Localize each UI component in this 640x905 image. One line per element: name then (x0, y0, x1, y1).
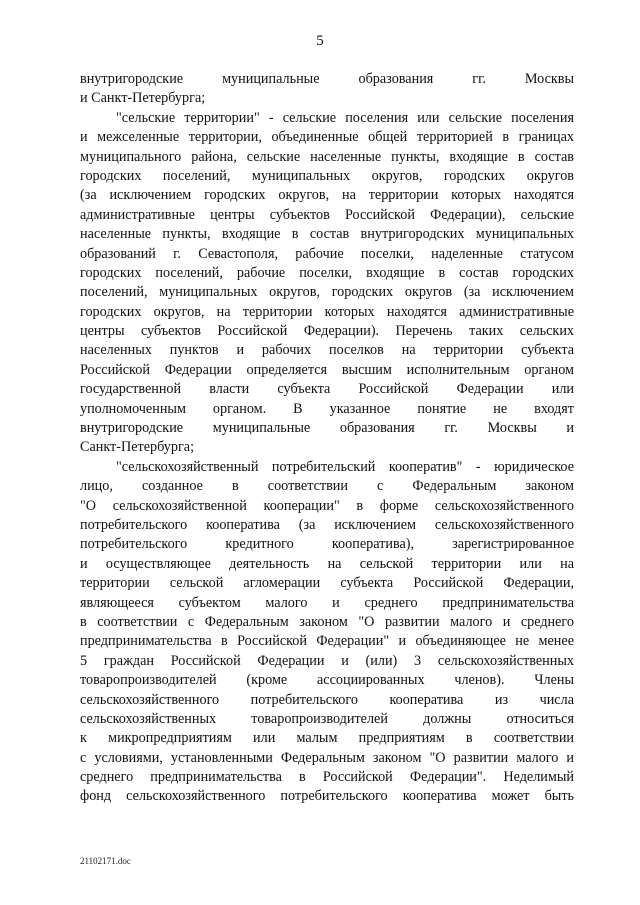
text-line: административные центры субъектов Российской Федерации), сельские (80, 206, 574, 223)
text-line: "сельские территории" - сельские поселения или сельские поселения (116, 109, 574, 126)
text-line: поселений, муниципальных округов, городских округов (за исключением (80, 284, 574, 301)
text-line: образований г. Севастополя, рабочие поселки, наделенные статусом (80, 245, 574, 262)
text-line: лицо, созданное в соответствии с Федеральным законом (80, 478, 574, 495)
text-line: потребительского кооператива (за исключением сельскохозяйственного (80, 516, 574, 533)
text-line: городских поселений, рабочие поселки, входящие в состав городских (80, 264, 574, 281)
text-line: предпринимательства в Российской Федерации" и объединяющее не менее (80, 633, 574, 650)
text-line: Санкт-Петербурга; (80, 439, 195, 456)
text-line: населенные пункты, входящие в состав внутригородских муниципальных (80, 226, 574, 243)
text-line: городских округов, на территории которых находятся административные (80, 303, 574, 320)
text-line: "сельскохозяйственный потребительский кооператив" - юридическое (116, 458, 574, 475)
text-line: "О сельскохозяйственной кооперации" в форме сельскохозяйственного (80, 497, 574, 514)
text-line: уполномоченным органом. В указанное понятие не входят (80, 400, 574, 417)
text-line: городских поселений, муниципальных округов, городских округов (80, 167, 574, 184)
text-line: 5 граждан Российской Федерации и (или) 3 сельскохозяйственных (80, 652, 574, 669)
text-line: с условиями, установленными Федеральным законом "О развитии малого и (80, 749, 574, 766)
text-line: сельскохозяйственного потребительского кооператива из числа (80, 691, 574, 708)
text-line: муниципального района, сельские населенные пункты, входящие в состав (80, 148, 574, 165)
text-line: являющееся субъектом малого и среднего предпринимательства (80, 594, 574, 611)
page-number: 5 (316, 33, 324, 49)
text-line: среднего предпринимательства в Российской Федерации". Неделимый (80, 769, 574, 786)
text-line: и межселенные территории, объединенные общей территорией в границах (80, 129, 574, 146)
text-line: государственной власти субъекта Российской Федерации или (80, 381, 574, 398)
text-line: территории сельской агломерации субъекта Российской Федерации, (80, 575, 574, 592)
text-line: потребительского кредитного кооператива), зарегистрированное (80, 536, 574, 553)
text-line: сельскохозяйственных товаропроизводителей должны относиться (80, 710, 574, 727)
text-line: (за исключением городских округов, на территории которых находятся (80, 187, 574, 204)
document-body (80, 70, 574, 807)
text-line: населенных пунктов и рабочих поселков на территории субъекта (80, 342, 574, 359)
text-line: товаропроизводителей (кроме ассоциированных членов). Члены (80, 672, 574, 689)
file-name-footer: 21102171.doc (80, 856, 131, 866)
text-line: и Санкт-Петербурга; (80, 90, 206, 107)
text-line: центры субъектов Российской Федерации). Перечень таких сельских (80, 323, 574, 340)
text-line: внутригородские муниципальные образования гг. Москвы (80, 71, 574, 87)
text-line: внутригородские муниципальные образования гг. Москвы и (80, 420, 574, 437)
text-line: Российской Федерации определяется высшим исполнительным органом (80, 361, 574, 378)
text-line: и осуществляющее деятельность на сельской территории или на (80, 555, 574, 572)
text-line: фонд сельскохозяйственного потребительского кооператива может быть (80, 788, 574, 805)
text-line: к микропредприятиям или малым предприятиям в соответствии (80, 730, 574, 747)
text-line: в соответствии с Федеральным законом "О развитии малого и среднего (80, 613, 574, 630)
